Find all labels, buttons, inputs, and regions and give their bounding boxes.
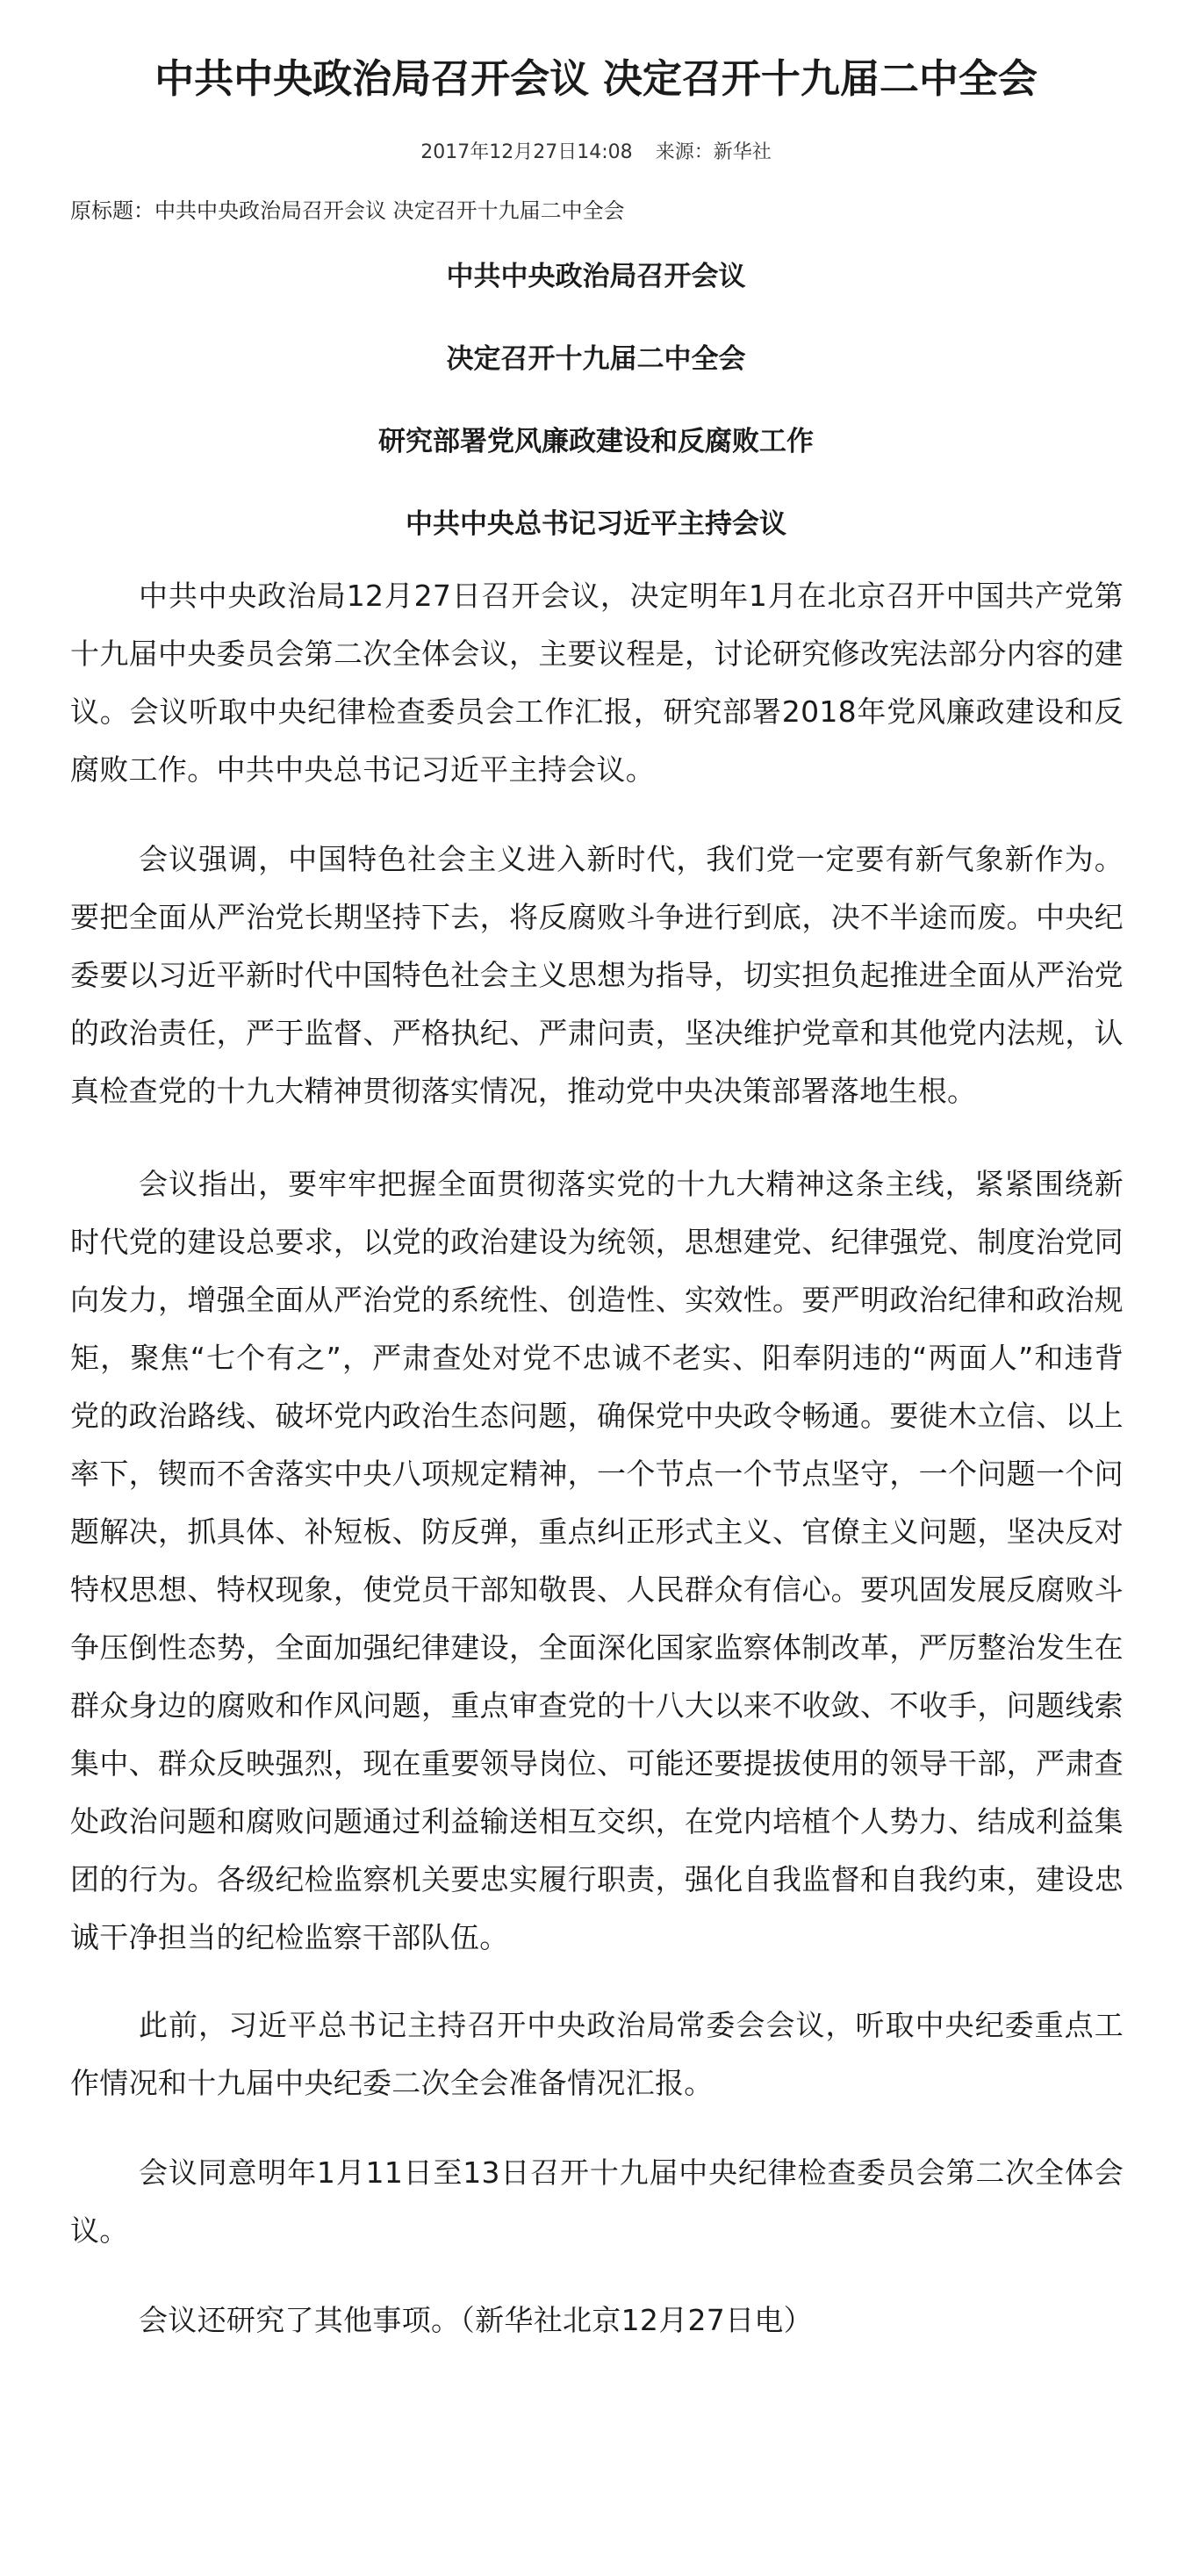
- subheading: 中共中央总书记习近平主持会议: [406, 508, 786, 540]
- article-meta: [0, 135, 1192, 170]
- body-paragraph: 中共中央政治局12月27日召开会议，决定明年1月在北京召开中国共产党第十九届中央委员会第二次全体会议，主要议程是，讨论研究修改宪法部分内容的建议。会议听取中央纪律检查委员会工作汇报，研究部署2018年党风廉政建设和反腐败工作。中共中央总书记习近平主持会议。: [70, 579, 1124, 787]
- article-source: 来源：新华社: [655, 141, 772, 163]
- publish-date: 2017年12月27日14:08: [420, 141, 633, 163]
- subheading: 研究部署党风廉政建设和反腐败工作: [378, 426, 814, 457]
- body-paragraph: 会议同意明年1月11日至13日召开十九届中央纪律检查委员会第二次全体会议。: [70, 2155, 1124, 2248]
- subheading: 中共中央政治局召开会议: [446, 261, 746, 292]
- body-paragraph: 会议指出，要牢牢把握全面贯彻落实党的十九大精神这条主线，紧紧围绕新时代党的建设总要求，以党的政治建设为统领，思想建党、纪律强党、制度治党同向发力，增强全面从严治党的系统性、创造性、实效性。要严明政治纪律和政治规矩，聚焦“七个有之”，严肃查处对党不忠诚不老实、阳奉阴违的“两面人”和违背党的政治路线、破坏党内政治生态问题，确保党中央政令畅通。要徙木立信、以上率下，锲而不舍落实中央八项规定精神，一个节点一个节点坚守，一个问题一个问题解决，抓具体、补短板、防反弹，重点纠正形式主义、官僚主义问题，坚决反对特权思想、特权现象，使党员干部知敬畏、人民群众有信心。要巩固发展反腐败斗争压倒性态势，全面加强纪律建设，全面深化国家监察体制改革，严厉整治发生在群众身边的腐败和作风问题，重点审查党的十八大以来不收敛、不收手，问题线索集中、群众反映强烈，现在重要领导岗位、可能还要提拔使用的领导干部，严肃查处政治问题和腐败问题通过利益输送相互交织，在党内培植个人势力、结成利益集团的行为。各级纪检监察机关要忠实履行职责，强化自我监督和自我约束，建设忠诚干净担当的纪检监察干部队伍。: [70, 1167, 1124, 1954]
- subheading: 决定召开十九届二中全会: [446, 343, 746, 375]
- article-body: [70, 567, 1124, 2381]
- article-title: 中共中央政治局召开会议 决定召开十九届二中全会: [154, 55, 1038, 102]
- body-paragraph: 此前，习近平总书记主持召开中央政治局常委会会议，听取中央纪委重点工作情况和十九届中央纪委二次全会准备情况汇报。: [70, 2008, 1124, 2100]
- subheadings: [0, 248, 1192, 578]
- original-title: 原标题：中共中央政治局召开会议 决定召开十九届二中全会: [70, 198, 625, 223]
- body-paragraph: 会议还研究了其他事项。（新华社北京12月27日电）: [139, 2303, 813, 2337]
- body-paragraph: 会议强调，中国特色社会主义进入新时代，我们党一定要有新气象新作为。要把全面从严治党长期坚持下去，将反腐败斗争进行到底，决不半途而废。中央纪委要以习近平新时代中国特色社会主义思想为指导，切实担负起推进全面从严治党的政治责任，严于监督、严格执纪、严肃问责，坚决维护党章和其他党内法规，认真检查党的十九大精神贯彻落实情况，推动党中央决策部署落地生根。: [70, 842, 1124, 1108]
